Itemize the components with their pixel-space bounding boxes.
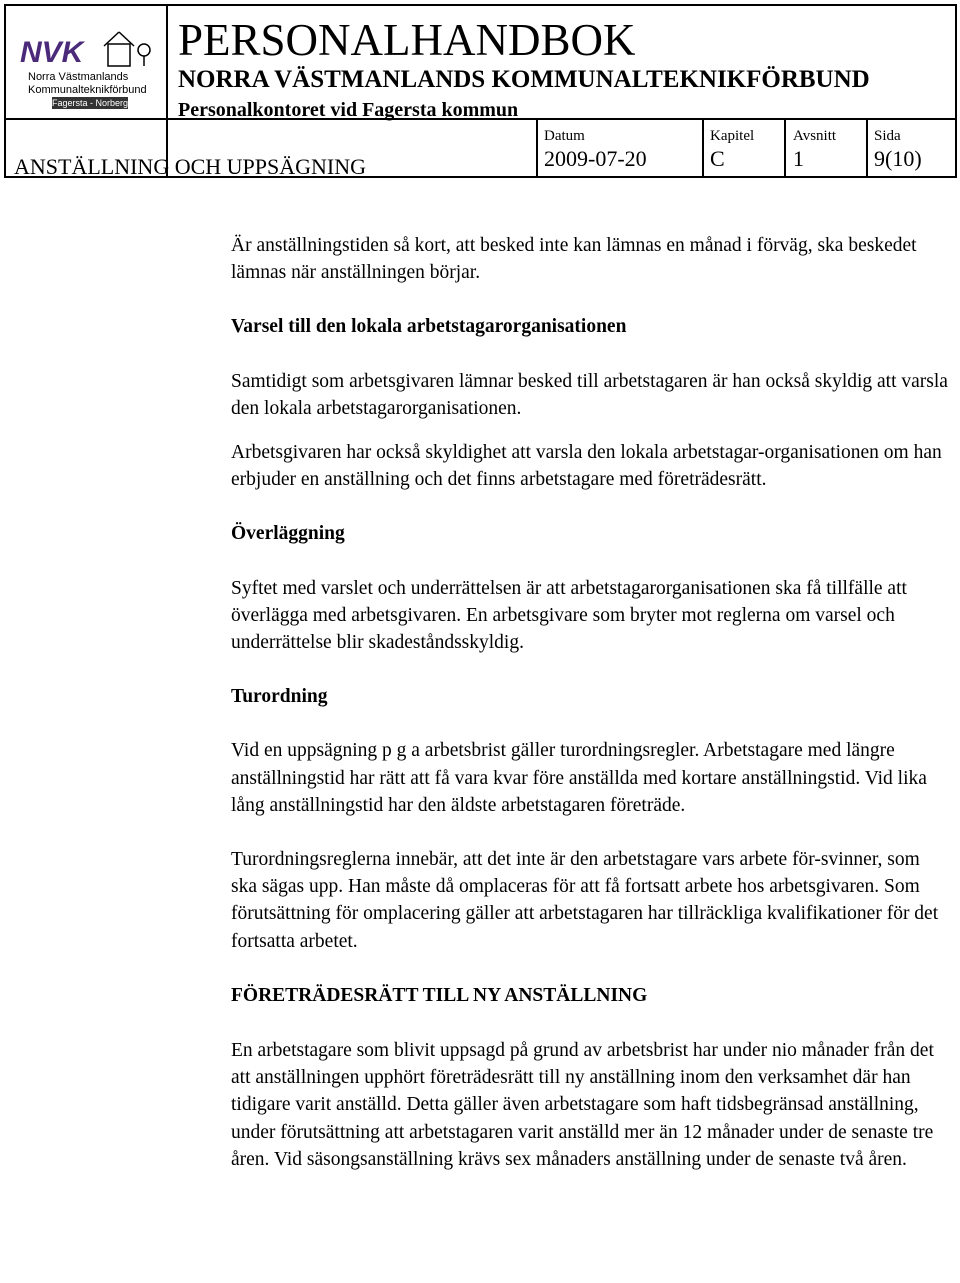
section-heading: Varsel till den lokala arbetstagarorganisationen — [231, 316, 627, 338]
header-divider — [784, 118, 786, 176]
part-label: Avsnitt — [793, 128, 837, 144]
part-value: 1 — [793, 146, 804, 171]
office-name: Personalkontoret vid Fagersta kommun — [178, 99, 519, 121]
logo-name-line2: Kommunalteknikförbund — [28, 84, 147, 96]
paragraph: Arbetsgivaren har också skyldighet att varsla den lokala arbetstagar-organisationen om han erbjuder en anställning och det finns arbetstagare med företrädesrätt. — [231, 442, 942, 491]
document-body — [231, 232, 949, 1200]
page-label: Sida — [874, 128, 901, 144]
header-divider — [536, 118, 538, 176]
chapter-value: C — [710, 146, 725, 171]
section-heading: Turordning — [231, 686, 328, 708]
logo-location-bar: Fagersta - Norberg — [52, 98, 129, 108]
section-heading: FÖRETRÄDESRÄTT TILL NY ANSTÄLLNING — [231, 984, 648, 1006]
logo-name-line1: Norra Västmanlands — [28, 71, 129, 83]
page-value: 9(10) — [874, 146, 922, 171]
paragraph: Vid en uppsägning p g a arbetsbrist gäller turordningsregler. Arbetstagare med längre anställningstid har rätt att få vara kvar före anställda med kortare anställningstid. Vid lika lång anställningstid har den äldste arbetstagaren företräde. — [231, 740, 927, 816]
nvk-logo-icon — [16, 30, 162, 70]
date-label: Datum — [544, 128, 585, 144]
paragraph: Turordningsreglerna innebär, att det inte är den arbetstagare vars arbete för-svinner, som ska sägas upp. Han måste då omplaceras för att få fortsatt arbete hos arbetsgivaren. Som förutsättning för omplacering gäller att arbetstagaren har tillräckliga kvalifikationer för det fortsatta arbetet. — [231, 849, 939, 952]
paragraph: Är anställningstiden så kort, att besked inte kan lämnas en månad i förväg, ska beskedet lämnas när anställningen börjar. — [231, 235, 917, 284]
date-value: 2009-07-20 — [544, 146, 647, 171]
document-title: PERSONALHANDBOK — [178, 15, 636, 65]
header-divider — [702, 118, 704, 176]
document-header — [4, 4, 957, 178]
organization-name: NORRA VÄSTMANLANDS KOMMUNALTEKNIKFÖRBUND — [178, 66, 870, 93]
section-heading: Överläggning — [231, 523, 345, 545]
paragraph: En arbetstagare som blivit uppsagd på grund av arbetsbrist har under nio månader från det att anställningen upphört företrädesrätt till ny anställning inom den verksamhet där han tidigare varit anställd. Detta gäller även arbetstagare som haft tidsbegränsad anställning, under förutsättning att arbetstagaren varit anställd mer än 12 månader under de senaste tre åren. Vid säsongsanställning krävs sex månaders anställning under de senaste två åren. — [231, 1040, 934, 1170]
header-divider — [166, 6, 168, 176]
svg-text:NVK: NVK — [20, 36, 84, 69]
chapter-label: Kapitel — [710, 128, 755, 144]
paragraph: Syftet med varslet och underrättelsen är att arbetstagarorganisationen ska få tillfälle att överlägga med arbetsgivaren. En arbetsgivare som bryter mot reglerna om varsel och underrättelse blir skadeståndsskyldig. — [231, 577, 907, 654]
header-divider — [866, 118, 868, 176]
section-title: ANSTÄLLNING OCH UPPSÄGNING — [14, 154, 367, 179]
paragraph: Samtidigt som arbetsgivaren lämnar besked till arbetstagaren är han också skyldig att varsla den lokala arbetstagarorganisationen. — [231, 370, 948, 419]
